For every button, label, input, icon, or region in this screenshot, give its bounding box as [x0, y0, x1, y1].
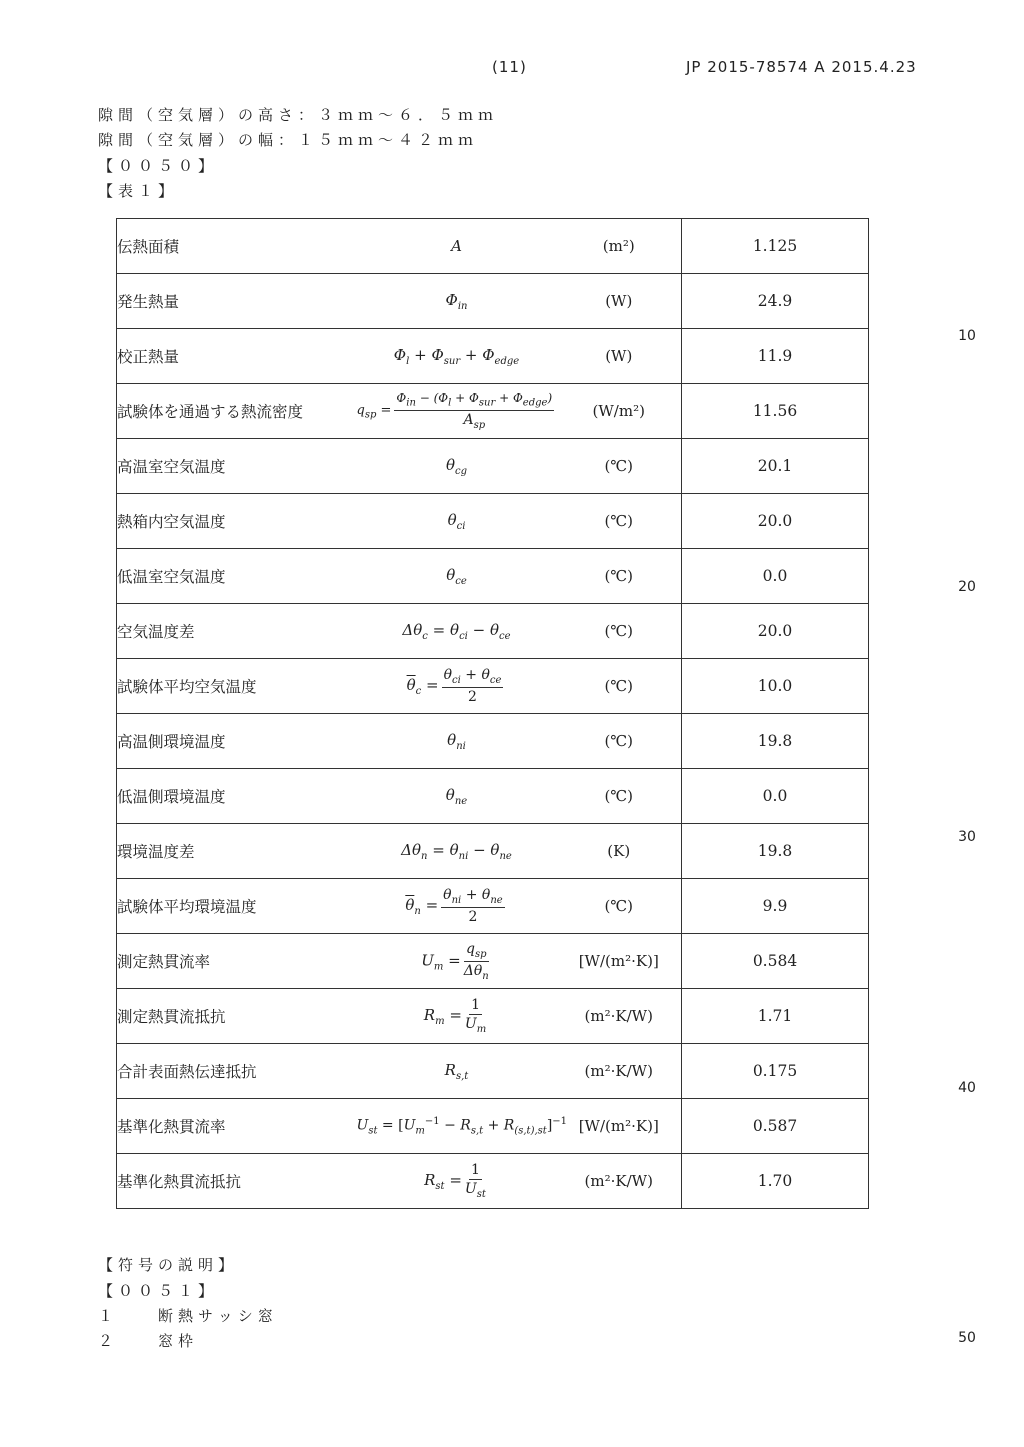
row-label: 合計表面熱伝達抵抗	[117, 1044, 357, 1099]
row-value: 11.9	[682, 329, 869, 384]
row-unit: (W)	[557, 274, 682, 329]
row-formula: $U_m$ = $\frac{q_{sp}}{\Delta\theta_n}$	[357, 934, 557, 989]
row-value: 0.0	[682, 549, 869, 604]
row-formula: $R_{s,t}$	[357, 1044, 557, 1099]
table-row	[117, 769, 869, 824]
table-row	[117, 329, 869, 384]
row-unit: (℃)	[557, 714, 682, 769]
row-value: 24.9	[682, 274, 869, 329]
reference-item: １ 断熱サッシ窓	[98, 1307, 278, 1325]
row-label: 試験体平均環境温度	[117, 879, 357, 934]
paragraph-line: 隙間（空気層）の幅：１５ｍｍ～４２ｍｍ	[98, 131, 479, 149]
line-number: 50	[958, 1330, 976, 1346]
row-value: 20.0	[682, 494, 869, 549]
paragraph-number: 【００５０】	[98, 157, 219, 175]
table-row	[117, 439, 869, 494]
row-value: 9.9	[682, 879, 869, 934]
table-row	[117, 494, 869, 549]
table-row	[117, 879, 869, 934]
row-unit: (℃)	[557, 659, 682, 714]
row-formula: $\theta_{ci}$	[357, 494, 557, 549]
row-value: 20.0	[682, 604, 869, 659]
row-formula: $\Phi_l + \Phi_{sur} + \Phi_{edge}$	[357, 329, 557, 384]
row-label: 低温室空気温度	[117, 549, 357, 604]
row-unit: [W/(m²·K)]	[557, 1099, 682, 1154]
table-row	[117, 604, 869, 659]
row-formula: $\theta_{ne}$	[357, 769, 557, 824]
page-number: (11)	[492, 58, 527, 76]
table-row	[117, 1044, 869, 1099]
table-row	[117, 824, 869, 879]
row-formula: $\Delta\theta_c = \theta_{ci} - \theta_{ce}$	[357, 604, 557, 659]
table-row	[117, 934, 869, 989]
table-caption: 【表１】	[98, 182, 179, 200]
row-unit: (W)	[557, 329, 682, 384]
row-label: 基準化熱貫流率	[117, 1099, 357, 1154]
table-row	[117, 1154, 869, 1209]
table-row	[117, 219, 869, 274]
row-value: 1.125	[682, 219, 869, 274]
section-heading: 【符号の説明】	[98, 1256, 239, 1274]
row-value: 10.0	[682, 659, 869, 714]
row-unit: (℃)	[557, 549, 682, 604]
row-formula: $q_{sp}$ = $\frac{\Phi_{in} - (\Phi_l + \Phi_{sur} + \Phi_{edge})}{A_{sp}}$	[357, 384, 557, 439]
table-row	[117, 659, 869, 714]
row-unit: (℃)	[557, 604, 682, 659]
row-value: 0.587	[682, 1099, 869, 1154]
row-formula: $R_{st}$ = $\frac{1}{U_{st}}$	[357, 1154, 557, 1209]
row-label: 低温側環境温度	[117, 769, 357, 824]
table-row	[117, 989, 869, 1044]
row-formula: $U_{st} = [U_m^{-1} - R_{s,t} + R_{(s,t),st}]^{-1}$	[357, 1099, 557, 1154]
row-unit: (℃)	[557, 494, 682, 549]
row-formula: $\theta_{ce}$	[357, 549, 557, 604]
row-label: 熱箱内空気温度	[117, 494, 357, 549]
row-label: 環境温度差	[117, 824, 357, 879]
row-formula: $R_m$ = $\frac{1}{U_m}$	[357, 989, 557, 1044]
row-value: 20.1	[682, 439, 869, 494]
table-row	[117, 549, 869, 604]
row-unit: [W/(m²·K)]	[557, 934, 682, 989]
row-unit: (m²·K/W)	[557, 1154, 682, 1209]
row-unit: (℃)	[557, 879, 682, 934]
row-value: 0.584	[682, 934, 869, 989]
data-table	[116, 218, 869, 1209]
row-label: 基準化熱貫流抵抗	[117, 1154, 357, 1209]
row-label: 校正熱量	[117, 329, 357, 384]
row-label: 試験体を通過する熱流密度	[117, 384, 357, 439]
line-number: 20	[958, 579, 976, 595]
row-formula: $\theta_{cg}$	[357, 439, 557, 494]
row-unit: (W/m²)	[557, 384, 682, 439]
table-row	[117, 1099, 869, 1154]
row-value: 19.8	[682, 714, 869, 769]
row-label: 測定熱貫流率	[117, 934, 357, 989]
row-label: 伝熱面積	[117, 219, 357, 274]
line-number: 30	[958, 829, 976, 845]
reference-item: ２ 窓枠	[98, 1332, 199, 1350]
row-unit: (m²)	[557, 219, 682, 274]
row-formula: $\Delta\theta_n = \theta_{ni} - \theta_{ne}$	[357, 824, 557, 879]
row-label: 高温側環境温度	[117, 714, 357, 769]
row-label: 試験体平均空気温度	[117, 659, 357, 714]
table-row	[117, 714, 869, 769]
paragraph-line: 隙間（空気層）の高さ：３ｍｍ～６．５ｍｍ	[98, 106, 499, 124]
row-unit: (m²·K/W)	[557, 989, 682, 1044]
row-unit: (℃)	[557, 769, 682, 824]
row-label: 高温室空気温度	[117, 439, 357, 494]
row-formula: A	[357, 219, 557, 274]
row-value: 0.175	[682, 1044, 869, 1099]
row-unit: (m²·K/W)	[557, 1044, 682, 1099]
row-formula: $\overline{\theta}_n$ = $\frac{\theta_{ni} + \theta_{ne}}{2}$	[357, 879, 557, 934]
row-value: 0.0	[682, 769, 869, 824]
table-row	[117, 274, 869, 329]
row-label: 発生熱量	[117, 274, 357, 329]
row-formula: $\Phi_{in}$	[357, 274, 557, 329]
row-value: 11.56	[682, 384, 869, 439]
row-unit: (K)	[557, 824, 682, 879]
row-value: 1.71	[682, 989, 869, 1044]
row-label: 空気温度差	[117, 604, 357, 659]
row-value: 1.70	[682, 1154, 869, 1209]
line-number: 40	[958, 1080, 976, 1096]
row-formula: $\theta_{ni}$	[357, 714, 557, 769]
row-label: 測定熱貫流抵抗	[117, 989, 357, 1044]
document-id: JP 2015-78574 A 2015.4.23	[686, 58, 917, 76]
paragraph-number: 【００５１】	[98, 1282, 219, 1300]
row-unit: (℃)	[557, 439, 682, 494]
row-formula: $\overline{\theta}_c$ = $\frac{\theta_{ci} + \theta_{ce}}{2}$	[357, 659, 557, 714]
line-number: 10	[958, 328, 976, 344]
table-row	[117, 384, 869, 439]
row-value: 19.8	[682, 824, 869, 879]
